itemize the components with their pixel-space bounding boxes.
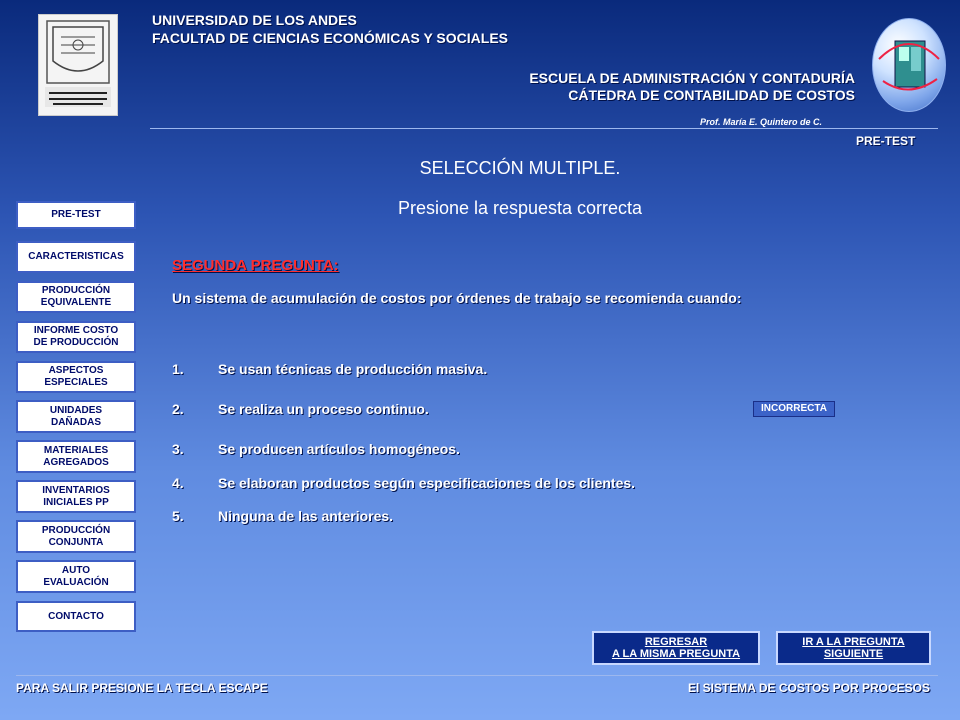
chair-name: CÁTEDRA DE CONTABILIDAD DE COSTOS [568,87,855,103]
header-divider [150,128,938,129]
sidebar-item-produccion-equivalente[interactable]: PRODUCCIÓN EQUIVALENTE [16,281,136,313]
option-text: Se elaboran productos según especificaciones de los clientes. [218,475,636,491]
sidebar-item-contacto[interactable]: CONTACTO [16,601,136,632]
option-number: 5. [172,508,184,524]
next-question-button[interactable]: IR A LA PREGUNTA SIGUIENTE [776,631,931,665]
option-number: 2. [172,401,184,417]
sidebar-item-informe-costo[interactable]: INFORME COSTO DE PRODUCCIÓN [16,321,136,353]
sidebar-item-materiales-agregados[interactable]: MATERIALES AGREGADOS [16,440,136,473]
sidebar-item-pretest[interactable]: PRE-TEST [16,201,136,229]
university-seal-icon [39,15,117,115]
option-number: 3. [172,441,184,457]
page-subtitle: Presione la respuesta correcta [397,198,643,218]
feedback-badge: INCORRECTA [753,401,835,417]
sidebar-item-auto-evaluacion[interactable]: AUTO EVALUACIÓN [16,560,136,593]
answer-option-4[interactable] [172,475,635,491]
sidebar-item-aspectos-especiales[interactable]: ASPECTOS ESPECIALES [16,361,136,393]
globe-computer-icon [872,18,946,112]
faculty-name: FACULTAD DE CIENCIAS ECONÓMICAS Y SOCIALES [152,30,508,46]
answer-option-3[interactable] [172,441,460,457]
sidebar-item-unidades-danadas[interactable]: UNIDADES DAÑADAS [16,400,136,433]
option-number: 1. [172,361,184,377]
university-logo [38,14,118,116]
sidebar-item-produccion-conjunta[interactable]: PRODUCCIÓN CONJUNTA [16,520,136,553]
section-tag: PRE-TEST [856,134,916,148]
retry-question-button[interactable]: REGRESAR A LA MISMA PREGUNTA [592,631,760,665]
question-label: SEGUNDA PREGUNTA: [172,257,339,274]
option-number: 4. [172,475,184,491]
question-text: Un sistema de acumulación de costos por órdenes de trabajo se recomienda cuando: [172,290,742,306]
answer-option-5[interactable] [172,508,393,524]
option-text: Ninguna de las anteriores. [218,508,394,524]
answer-option-1[interactable] [172,361,487,377]
university-name: UNIVERSIDAD DE LOS ANDES [152,12,357,28]
option-text: Se usan técnicas de producción masiva. [218,361,488,377]
footer-title: El SISTEMA DE COSTOS POR PROCESOS [687,681,930,695]
option-text: Se realiza un proceso continuo. [218,401,429,417]
school-name: ESCUELA DE ADMINISTRACIÓN Y CONTADURÍA [529,70,855,86]
sidebar-item-inventarios-iniciales[interactable]: INVENTARIOS INICIALES PP [16,480,136,513]
sidebar-item-caracteristicas[interactable]: CARACTERISTICAS [16,241,136,273]
page-title: SELECCIÓN MULTIPLE. [419,158,621,178]
professor-name: Prof. María E. Quintero de C. [700,117,823,127]
option-text: Se producen artículos homogéneos. [218,441,460,457]
exit-instructions: PARA SALIR PRESIONE LA TECLA ESCAPE [16,681,268,695]
answer-option-2[interactable] [172,401,429,417]
footer-divider [16,675,938,676]
